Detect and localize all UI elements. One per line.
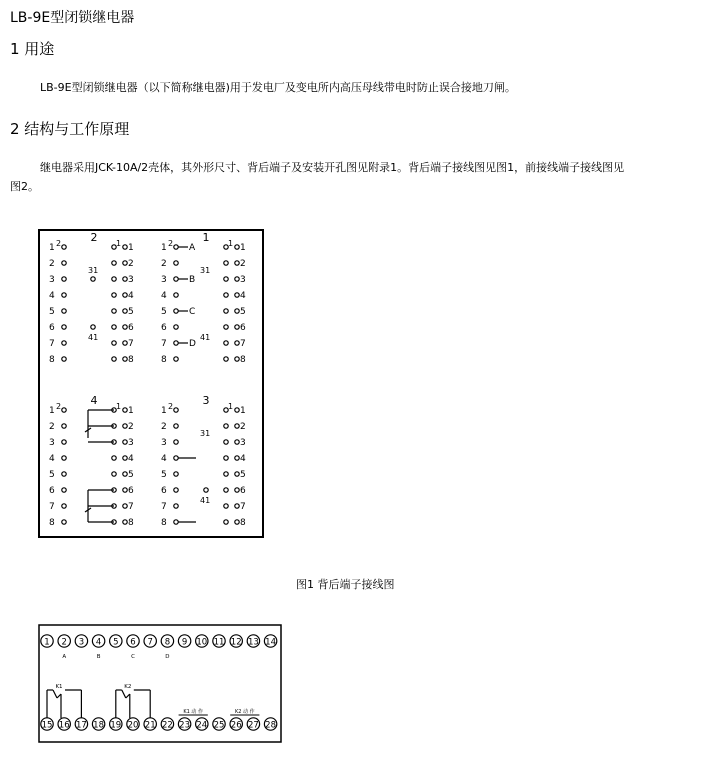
terminal-number: 28 — [265, 720, 277, 731]
terminal-number: 2 — [240, 422, 246, 432]
terminal-dot — [123, 440, 127, 444]
terminal-dot — [224, 520, 228, 524]
terminal-number: 11 — [213, 637, 225, 648]
terminal-dot — [224, 277, 228, 281]
terminal-number: 3 — [128, 438, 134, 448]
terminal-number: 25 — [213, 720, 225, 731]
terminal-dot — [235, 440, 239, 444]
terminal-number: 7 — [49, 502, 55, 512]
terminal-number: 1 — [49, 406, 55, 416]
terminal-mark: 31 — [200, 266, 211, 275]
terminal-number: 22 — [161, 720, 173, 731]
terminal-number: 8 — [49, 518, 55, 528]
terminal-number: 2 — [49, 259, 55, 269]
terminal-dot — [62, 341, 66, 345]
terminal-letter: D — [189, 339, 196, 349]
terminal-number: 23 — [179, 720, 191, 731]
terminal-number: 5 — [128, 470, 134, 480]
terminal-letter: A — [189, 243, 196, 253]
terminal-number: 4 — [161, 454, 167, 464]
terminal-mark: 41 — [88, 333, 99, 342]
terminal-dot — [174, 408, 178, 412]
terminal-number: 2 — [240, 259, 246, 269]
terminal-number: 1 — [161, 406, 167, 416]
terminal-dot — [174, 440, 178, 444]
terminal-dot — [224, 504, 228, 508]
relay-module-2 — [49, 231, 134, 365]
terminal-number: 5 — [161, 307, 167, 317]
relay-label: K1 — [55, 684, 63, 690]
terminal-number: 1 — [240, 243, 246, 253]
terminal-number: 4 — [161, 291, 167, 301]
terminal-dot — [112, 472, 116, 476]
terminal-dot — [235, 408, 239, 412]
wire — [53, 690, 57, 698]
terminal-dot — [123, 325, 127, 329]
terminal-number: 4 — [49, 454, 55, 464]
terminal-dot — [62, 293, 66, 297]
terminal-number: 10 — [196, 637, 208, 648]
terminal-dot — [174, 456, 178, 460]
terminal-number: 6 — [161, 486, 167, 496]
terminal-number: 6 — [128, 323, 134, 333]
terminal-dot — [224, 261, 228, 265]
module-number: 2 — [90, 231, 98, 244]
terminal-mark: 1 — [228, 402, 234, 411]
terminal-dot — [174, 277, 178, 281]
terminal-dot — [91, 325, 95, 329]
terminal-dot — [235, 520, 239, 524]
terminal-dot — [235, 357, 239, 361]
terminal-dot — [123, 488, 127, 492]
terminal-dot — [174, 488, 178, 492]
terminal-dot — [174, 504, 178, 508]
terminal-dot — [62, 309, 66, 313]
terminal-dot — [235, 261, 239, 265]
terminal-number: 24 — [196, 720, 208, 731]
terminal-mark: 31 — [200, 429, 211, 438]
terminal-dot — [174, 424, 178, 428]
terminal-mark: 41 — [200, 333, 211, 342]
terminal-number: 1 — [49, 243, 55, 253]
terminal-dot — [112, 325, 116, 329]
terminal-number: 1 — [128, 243, 134, 253]
terminal-number: 6 — [161, 323, 167, 333]
terminal-dot — [123, 456, 127, 460]
terminal-mark: 1 — [116, 402, 122, 411]
terminal-number: 7 — [161, 339, 167, 349]
wire — [126, 694, 130, 698]
terminal-dot — [123, 309, 127, 313]
terminal-mark: 1 — [116, 239, 122, 248]
terminal-dot — [123, 424, 127, 428]
terminal-dot — [224, 309, 228, 313]
module-number: 3 — [202, 394, 210, 407]
terminal-number: 8 — [240, 355, 246, 365]
terminal-number: 2 — [161, 422, 167, 432]
group-label: K2 动 作 — [234, 709, 255, 715]
terminal-dot — [235, 293, 239, 297]
terminal-dot — [224, 440, 228, 444]
figure-2-front-terminal-diagram — [38, 624, 284, 745]
terminal-number: 16 — [58, 720, 70, 731]
terminal-dot — [62, 504, 66, 508]
terminal-dot — [62, 472, 66, 476]
terminal-number: 8 — [161, 518, 167, 528]
terminal-dot — [112, 456, 116, 460]
terminal-number: 8 — [240, 518, 246, 528]
terminal-number: 5 — [240, 470, 246, 480]
relay-label: K2 — [124, 684, 132, 690]
terminal-number: 13 — [247, 637, 259, 648]
terminal-mark: 31 — [88, 266, 99, 275]
terminal-dot — [235, 488, 239, 492]
terminal-dot — [123, 504, 127, 508]
terminal-dot — [235, 245, 239, 249]
terminal-number: 2 — [128, 259, 134, 269]
terminal-dot — [112, 261, 116, 265]
terminal-dot — [235, 309, 239, 313]
terminal-dot — [91, 277, 95, 281]
terminal-number: 1 — [44, 637, 50, 648]
terminal-number: 3 — [128, 275, 134, 285]
terminal-dot — [62, 245, 66, 249]
terminal-dot — [224, 424, 228, 428]
terminal-number: 9 — [181, 637, 188, 648]
terminal-number: 8 — [128, 518, 134, 528]
section-2-heading: 2 结构与工作原理 — [10, 120, 130, 138]
terminal-number: 4 — [240, 454, 246, 464]
section-1-paragraph: LB-9E型闭锁继电器（以下简称继电器)用于发电厂及变电所内高压母线带电时防止误合接地刀闸。 — [40, 81, 516, 94]
terminal-number: 3 — [49, 438, 55, 448]
terminal-dot — [204, 488, 208, 492]
terminal-dot — [224, 341, 228, 345]
terminal-dot — [112, 277, 116, 281]
terminal-dot — [174, 341, 178, 345]
terminal-number: 7 — [161, 502, 167, 512]
terminal-dot — [112, 357, 116, 361]
terminal-dot — [62, 357, 66, 361]
terminal-mark: 41 — [200, 496, 211, 505]
wire — [122, 690, 126, 698]
terminal-mark: 2 — [168, 402, 174, 411]
terminal-mark: 1 — [228, 239, 234, 248]
terminal-number: 4 — [128, 454, 134, 464]
terminal-number: 20 — [127, 720, 139, 731]
terminal-dot — [174, 261, 178, 265]
terminal-dot — [235, 277, 239, 281]
terminal-dot — [62, 456, 66, 460]
terminal-number: 3 — [240, 438, 246, 448]
terminal-dot — [112, 341, 116, 345]
terminal-dot — [224, 325, 228, 329]
terminal-dot — [62, 488, 66, 492]
terminal-number: 4 — [49, 291, 55, 301]
terminal-number: 5 — [161, 470, 167, 480]
terminal-dot — [123, 245, 127, 249]
terminal-number: 7 — [128, 339, 134, 349]
section-1-heading: 1 用途 — [10, 40, 55, 58]
terminal-dot — [174, 293, 178, 297]
terminal-letter: C — [131, 654, 135, 660]
terminal-dot — [62, 277, 66, 281]
relay-module-4 — [49, 394, 134, 528]
terminal-number: 4 — [95, 637, 102, 648]
terminal-mark: 2 — [168, 239, 174, 248]
terminal-number: 8 — [128, 355, 134, 365]
terminal-mark: 2 — [56, 402, 62, 411]
terminal-number: 5 — [49, 307, 55, 317]
terminal-number: 27 — [247, 720, 259, 731]
terminal-number: 3 — [78, 637, 85, 648]
terminal-dot — [112, 309, 116, 313]
relay-module-1 — [161, 231, 246, 365]
module-number: 1 — [202, 231, 210, 244]
terminal-dot — [235, 341, 239, 345]
terminal-dot — [235, 504, 239, 508]
terminal-number: 6 — [49, 323, 55, 333]
terminal-letter: B — [96, 654, 101, 660]
terminal-number: 1 — [240, 406, 246, 416]
section-2-paragraph-line2: 图2。 — [10, 180, 39, 193]
terminal-dot — [123, 520, 127, 524]
terminal-letter: A — [62, 654, 67, 660]
terminal-dot — [235, 325, 239, 329]
terminal-number: 18 — [93, 720, 105, 731]
terminal-number: 7 — [240, 339, 246, 349]
terminal-number: 8 — [49, 355, 55, 365]
terminal-dot — [123, 408, 127, 412]
terminal-dot — [235, 456, 239, 460]
terminal-number: 8 — [164, 637, 171, 648]
terminal-number: 12 — [230, 637, 242, 648]
terminal-dot — [174, 309, 178, 313]
group-label: K1 动 作 — [183, 709, 204, 715]
terminal-number: 2 — [161, 259, 167, 269]
terminal-dot — [123, 293, 127, 297]
terminal-dot — [62, 440, 66, 444]
terminal-dot — [62, 408, 66, 412]
terminal-number: 2 — [61, 637, 67, 648]
terminal-number: 15 — [41, 720, 53, 731]
terminal-dot — [62, 261, 66, 265]
terminal-number: 6 — [49, 486, 55, 496]
terminal-number: 3 — [240, 275, 246, 285]
terminal-dot — [174, 325, 178, 329]
terminal-dot — [174, 520, 178, 524]
terminal-number: 7 — [128, 502, 134, 512]
terminal-number: 3 — [49, 275, 55, 285]
terminal-dot — [224, 357, 228, 361]
terminal-number: 7 — [49, 339, 55, 349]
terminal-number: 14 — [265, 637, 277, 648]
terminal-number: 3 — [161, 275, 167, 285]
terminal-number: 2 — [128, 422, 134, 432]
terminal-dot — [123, 341, 127, 345]
terminal-dot — [224, 456, 228, 460]
terminal-dot — [235, 424, 239, 428]
terminal-number: 2 — [49, 422, 55, 432]
terminal-number: 6 — [130, 637, 136, 648]
terminal-number: 1 — [161, 243, 167, 253]
terminal-dot — [235, 472, 239, 476]
terminal-dot — [112, 293, 116, 297]
terminal-dot — [224, 472, 228, 476]
terminal-dot — [224, 293, 228, 297]
module-number: 4 — [90, 394, 98, 407]
terminal-dot — [123, 277, 127, 281]
terminal-number: 1 — [128, 406, 134, 416]
terminal-number: 5 — [113, 637, 119, 648]
terminal-number: 5 — [49, 470, 55, 480]
terminal-dot — [62, 325, 66, 329]
terminal-dot — [174, 357, 178, 361]
relay-module-3 — [161, 394, 246, 528]
terminal-letter: C — [189, 307, 196, 317]
document-title: LB-9E型闭锁继电器 — [10, 10, 135, 26]
terminal-letter: B — [189, 275, 196, 285]
terminal-dot — [62, 520, 66, 524]
terminal-number: 26 — [230, 720, 242, 731]
terminal-mark: 2 — [56, 239, 62, 248]
terminal-dot — [224, 488, 228, 492]
terminal-number: 19 — [110, 720, 122, 731]
terminal-letter: D — [165, 654, 170, 660]
terminal-number: 6 — [128, 486, 134, 496]
terminal-number: 8 — [161, 355, 167, 365]
terminal-number: 7 — [240, 502, 246, 512]
terminal-dot — [174, 472, 178, 476]
terminal-dot — [123, 261, 127, 265]
terminal-number: 5 — [240, 307, 246, 317]
section-2-paragraph-line1: 继电器采用JCK-10A/2壳体，其外形尺寸、背后端子及安装开孔图见附录1。背后端子接线图见图1，前接线端子接线图见 — [40, 161, 625, 174]
terminal-number: 6 — [240, 486, 246, 496]
terminal-number: 7 — [147, 637, 153, 648]
terminal-number: 6 — [240, 323, 246, 333]
figure-1-caption: 图1 背后端子接线图 — [296, 578, 395, 591]
terminal-dot — [123, 357, 127, 361]
terminal-dot — [174, 245, 178, 249]
terminal-number: 4 — [128, 291, 134, 301]
terminal-number: 17 — [75, 720, 87, 731]
terminal-number: 3 — [161, 438, 167, 448]
terminal-number: 21 — [144, 720, 156, 731]
terminal-number: 4 — [240, 291, 246, 301]
terminal-number: 5 — [128, 307, 134, 317]
terminal-dot — [62, 424, 66, 428]
figure-1-terminal-diagram — [38, 229, 266, 541]
terminal-dot — [123, 472, 127, 476]
